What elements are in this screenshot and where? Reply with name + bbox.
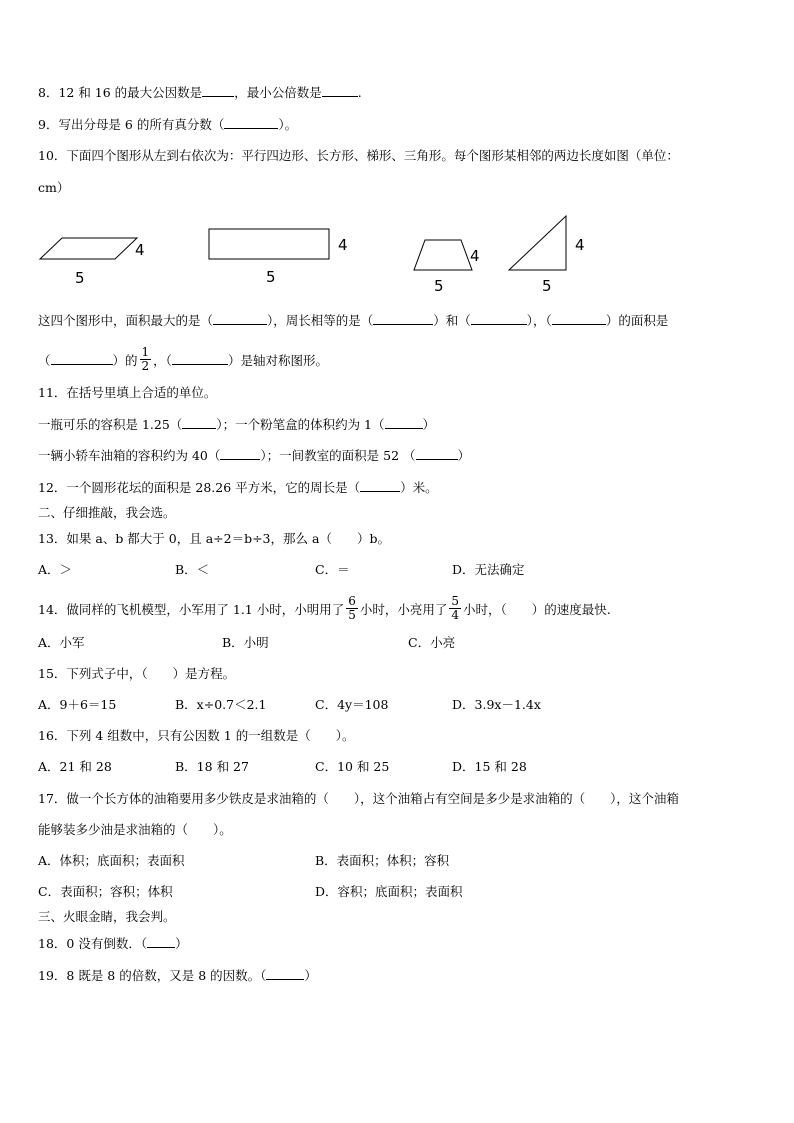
answer-blank[interactable] xyxy=(266,967,304,980)
answer-blank[interactable] xyxy=(224,116,278,129)
parallelogram-side-label: 4 xyxy=(135,241,145,259)
question-16: 16．下列 4 组数中，只有公因数 1 的一组数是（ ）。 xyxy=(38,728,355,743)
fraction-five-fourths: $\frac{5}{4}$ xyxy=(451,594,460,622)
question-10-line-4: （ ）的 $\frac{1}{2}$ ，（ ）是轴对称图形。 xyxy=(38,345,328,373)
option-a[interactable]: A．＞ xyxy=(38,562,73,577)
trapezoid-base-label: 5 xyxy=(434,277,444,295)
question-15: 15．下列式子中，（ ）是方程。 xyxy=(38,666,236,681)
question-18: 18．0 没有倒数．（ ） xyxy=(38,936,188,951)
rectangle-side-label: 4 xyxy=(338,236,348,254)
option-a[interactable]: A．9＋6＝15 xyxy=(38,697,117,712)
answer-blank[interactable] xyxy=(220,447,260,460)
shapes-figure xyxy=(0,205,794,300)
question-14: 14．做同样的飞机模型，小军用了 1.1 小时，小明用了 $\frac{6}{5}$ 小时，小亮用了 $\frac{5}{4}$ 小时，（ ）的速度最快. xyxy=(38,594,611,622)
question-17-line-1: 17．做一个长方体的油箱要用多少铁皮是求油箱的（ ），这个油箱占有空间是多少是求油箱的（ ），这个油箱 xyxy=(38,791,679,806)
answer-blank[interactable] xyxy=(552,312,606,325)
option-d[interactable]: D．容积；底面积；表面积 xyxy=(315,884,463,899)
triangle-shape xyxy=(509,216,585,295)
question-17-line-2: 能够装多少油是求油箱的（ ）。 xyxy=(38,822,232,837)
option-d[interactable]: D．无法确定 xyxy=(452,562,525,577)
triangle-base-label: 5 xyxy=(542,277,552,295)
fraction-one-half: $\frac{1}{2}$ xyxy=(141,345,150,373)
answer-blank[interactable] xyxy=(202,84,234,97)
question-12: 12．一个圆形花坛的面积是 28.26 平方米，它的周长是（ ）米。 xyxy=(38,480,438,495)
option-c[interactable]: C．小亮 xyxy=(408,635,456,650)
answer-blank[interactable] xyxy=(360,479,400,492)
answer-blank[interactable] xyxy=(373,312,433,325)
answer-blank[interactable] xyxy=(182,416,216,429)
trapezoid-shape xyxy=(414,240,480,295)
option-a[interactable]: A．小军 xyxy=(38,635,85,650)
option-a[interactable]: A．体积；底面积；表面积 xyxy=(38,853,185,868)
question-19: 19．8 既是 8 的倍数，又是 8 的因数。（ ） xyxy=(38,968,317,983)
option-b[interactable]: B．18 和 27 xyxy=(175,759,249,774)
parallelogram-shape xyxy=(40,238,145,287)
question-10-line-1: 10．下面四个图形从左到右依次为：平行四边形、长方形、梯形、三角形。每个图形某相邻的两边长度如图（单位： xyxy=(38,148,679,163)
option-b[interactable]: B．表面积；体积；容积 xyxy=(315,853,450,868)
question-11-row-2: 一辆小轿车油箱的容积约为 40（ ）；一间教室的面积是 52 （ ） xyxy=(38,448,471,463)
question-11-row-1: 一瓶可乐的容积是 1.25（ ）；一个粉笔盒的体积约为 1（ ） xyxy=(38,417,436,432)
option-b[interactable]: B．小明 xyxy=(222,635,269,650)
answer-blank[interactable] xyxy=(322,84,358,97)
option-c[interactable]: C．10 和 25 xyxy=(315,759,390,774)
answer-blank[interactable] xyxy=(51,352,113,365)
option-c[interactable]: C．表面积；容积；体积 xyxy=(38,884,173,899)
option-c[interactable]: C．4y＝108 xyxy=(315,697,389,712)
answer-blank[interactable] xyxy=(416,447,458,460)
trapezoid-side-label: 4 xyxy=(470,247,480,265)
option-d[interactable]: D．3.9x－1.4x xyxy=(452,697,541,712)
answer-blank[interactable] xyxy=(147,935,175,948)
option-a[interactable]: A．21 和 28 xyxy=(38,759,112,774)
section-3-heading: 三、火眼金睛，我会判。 xyxy=(38,909,176,924)
parallelogram-base-label: 5 xyxy=(75,269,85,287)
section-2-heading: 二、仔细推敲，我会选。 xyxy=(38,505,176,520)
question-8: 8．12 和 16 的最大公因数是 ，最小公倍数是 . xyxy=(38,85,362,100)
option-b[interactable]: B．x÷0.7＜2.1 xyxy=(175,697,267,712)
answer-blank[interactable] xyxy=(385,416,423,429)
rectangle-base-label: 5 xyxy=(266,268,276,286)
answer-blank[interactable] xyxy=(471,312,527,325)
option-d[interactable]: D．15 和 28 xyxy=(452,759,527,774)
rectangle-shape xyxy=(209,229,348,286)
option-b[interactable]: B．＜ xyxy=(175,562,210,577)
fraction-six-fifths: $\frac{6}{5}$ xyxy=(348,594,356,622)
question-13: 13．如果 a、b 都大于 0，且 a÷2＝b÷3，那么 a（ ）b。 xyxy=(38,531,390,546)
answer-blank[interactable] xyxy=(172,352,228,365)
question-10-line-2: cm） xyxy=(38,180,70,195)
question-10-line-3: 这四个图形中，面积最大的是（ ），周长相等的是（ ）和（ ），（ ）的面积是 xyxy=(38,313,669,328)
question-9: 9．写出分母是 6 的所有真分数（ ）。 xyxy=(38,117,298,132)
question-11-title: 11．在括号里填上合适的单位。 xyxy=(38,385,217,400)
answer-blank[interactable] xyxy=(213,312,267,325)
option-c[interactable]: C．＝ xyxy=(315,562,350,577)
triangle-side-label: 4 xyxy=(575,236,585,254)
